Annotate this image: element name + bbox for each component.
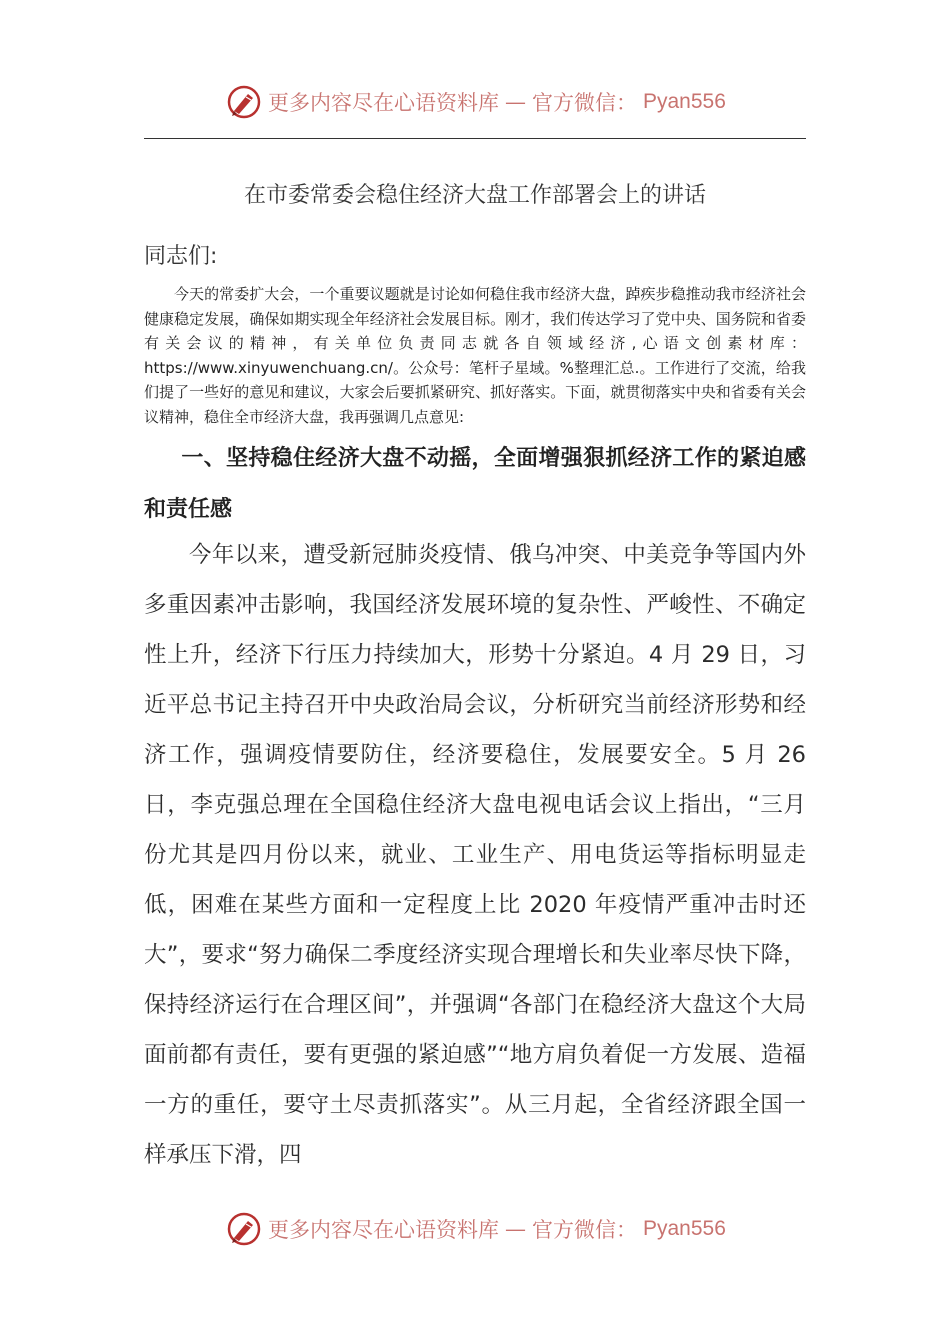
banner-wechat-label: 官方微信： <box>532 1218 637 1242</box>
banner-dash: — <box>505 90 526 114</box>
footer-banner <box>226 1209 726 1249</box>
banner-brand-text: 更多内容尽在心语资料库 <box>268 91 499 115</box>
document-title: 在市委常委会稳住经济大盘工作部署会上的讲话 <box>243 183 706 208</box>
banner-wechat-id: Pyan556 <box>643 90 726 113</box>
banner-brand-text: 更多内容尽在心语资料库 <box>268 1218 499 1242</box>
pen-logo-icon <box>226 84 262 120</box>
banner-wechat-label: 官方微信： <box>532 91 637 115</box>
body-paragraph: 今年以来，遭受新冠肺炎疫情、俄乌冲突、中美竞争等国内外多重因素冲击影响，我国经济发展环境的复杂性、严峻性、不确定性上升，经济下行压力持续加大，形势十分紧迫。4 月 29 日，习近平总书记主持召开中央政治局会议，分析研究当前经济形势和经济工作，强调疫情要防住，经济要稳住，发展要安全。5 月 26 日，李克强总理在全国稳住经济大盘电视电话会议上指出，“三月份尤其是四月份以来，就业、工业生产、用电货运等指标明显走低，困难在某些方面和一定程度上比 2020 年疫情严重冲击时还大”，要求“努力确保二季度经济实现合理增长和失业率尽快下降，保持经济运行在合理区间”，并强调“各部门在稳经济大盘这个大局面前都有责任，要有更强的紧迫感”“地方肩负着促一方发展、造福一方的重任，要守土尽责抓落实”。从三月起，全省经济跟全国一样承压下滑，四 <box>144 542 806 1168</box>
banner-dash: — <box>505 1217 526 1241</box>
intro-paragraph: 今天的常委扩大会，一个重要议题就是讨论如何稳住我市经济大盘，踔疾步稳推动我市经济社会健康稳定发展，确保如期实现全年经济社会发展目标。刚才，我们传达学习了党中央、国务院和省委有关会议的精神，有关单位负责同志就各自领域经济,心语文创素材库：https://www.xinyuwenchuang.cn/。公众号：笔杆子星域。%整理汇总.。工作进行了交流，给我们提了一些好的意见和建议，大家会后要抓紧研究、抓好落实。下面，就贯彻落实中央和省委有关会议精神，稳住全市经济大盘，我再强调几点意见: <box>144 285 806 426</box>
banner-wechat-id: Pyan556 <box>643 1217 726 1240</box>
section-heading: 一、坚持稳住经济大盘不动摇，全面增强狠抓经济工作的紧迫感和责任感 <box>144 446 806 522</box>
header-rule <box>144 138 806 139</box>
salutation: 同志们: <box>144 244 218 269</box>
header-banner <box>226 82 726 122</box>
pen-logo-icon <box>226 1211 262 1247</box>
